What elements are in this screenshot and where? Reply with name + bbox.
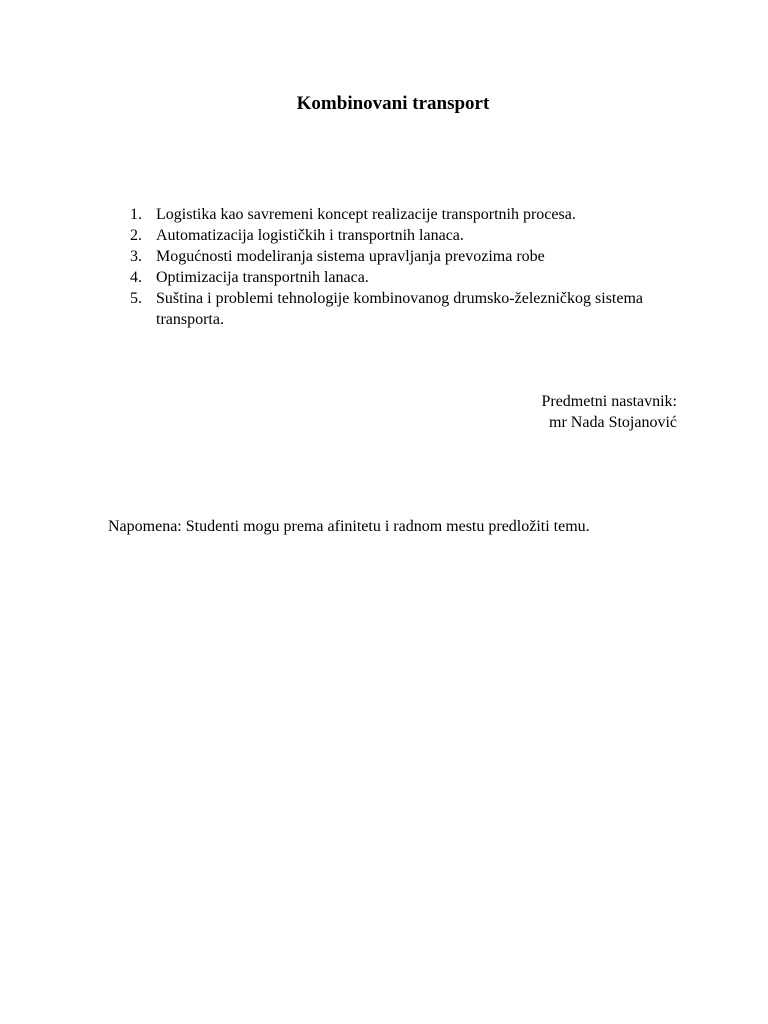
- list-item-number: 2.: [130, 227, 142, 244]
- list-item-number: 1.: [130, 206, 142, 223]
- list-item: [126, 246, 686, 267]
- teacher-block: [541, 391, 677, 433]
- list-item: [126, 225, 686, 246]
- note-text: Napomena: Studenti mogu prema afinitetu i radnom mestu predložiti temu.: [108, 518, 590, 535]
- document-title: Kombinovani transport: [296, 93, 490, 114]
- list-item: [126, 204, 686, 225]
- list-item-text: Logistika kao savremeni koncept realizacije transportnih procesa.: [156, 206, 576, 223]
- list-item-number: 3.: [130, 248, 142, 265]
- list-item-number: 4.: [130, 269, 142, 286]
- list-item-text: Optimizacija transportnih lanaca.: [156, 269, 369, 286]
- teacher-name: mr Nada Stojanović: [549, 414, 677, 431]
- teacher-label: Predmetni nastavnik:: [541, 393, 677, 410]
- list-item-text: Suština i problemi tehnologije kombinovanog drumsko-železničkog sistema transporta.: [156, 290, 644, 328]
- list-item-text: Automatizacija logističkih i transportnih lanaca.: [156, 227, 464, 244]
- topic-list: [126, 204, 686, 330]
- list-item: [126, 267, 686, 288]
- list-item-number: 5.: [130, 290, 142, 307]
- list-item-text: Mogućnosti modeliranja sistema upravljanja prevozima robe: [156, 248, 545, 265]
- list-item: [126, 288, 686, 330]
